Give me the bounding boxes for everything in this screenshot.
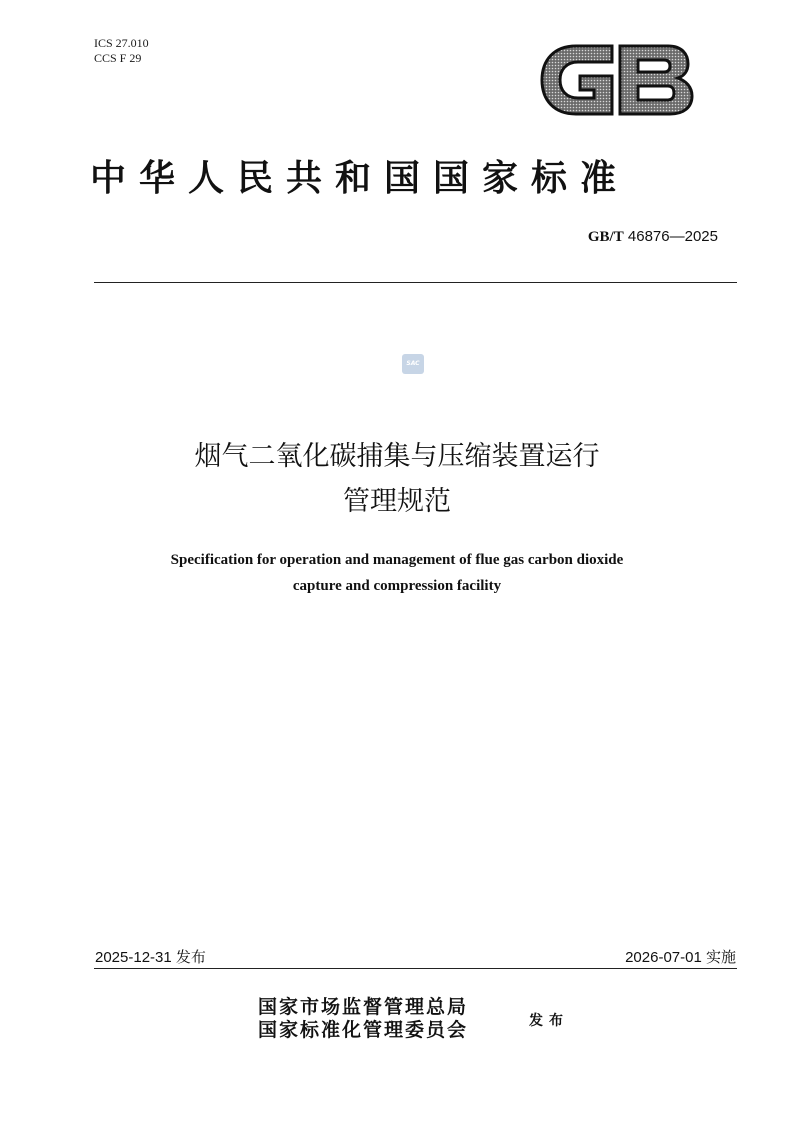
- footer-divider: [94, 968, 737, 969]
- country-standard-title: 中华人民共和国国家标准: [90, 157, 630, 199]
- standard-number: [588, 228, 718, 246]
- gb-logo: [536, 40, 696, 120]
- issuing-authorities: [258, 996, 468, 1042]
- header-divider: [94, 282, 737, 283]
- effective-date: 2026-07-01 实施: [625, 949, 736, 966]
- standard-number-prefix: GB/T: [587, 229, 624, 245]
- issue-date: 2025-12-31 发布: [95, 949, 206, 966]
- title-en-line2: capture and compression facility: [292, 578, 502, 594]
- standard-number-value: 46876—2025: [627, 228, 718, 245]
- issuer-sac: 国家标准化管理委员会: [258, 1019, 469, 1041]
- publish-label: 发布: [529, 1013, 569, 1029]
- gb-logo-icon: [536, 40, 696, 120]
- ics-code: ICS 27.010: [94, 36, 149, 50]
- title-en-line1: Specification for operation and management of flue gas carbon dioxide: [170, 552, 624, 568]
- title-cn-line1: 烟气二氧化碳捕集与压缩装置运行: [194, 441, 600, 472]
- classification-codes: [94, 36, 149, 66]
- title-cn-line2: 管理规范: [343, 486, 451, 517]
- issuer-samr: 国家市场监督管理总局: [258, 996, 469, 1018]
- sac-watermark: SAC: [402, 354, 424, 374]
- ccs-code: CCS F 29: [94, 51, 142, 65]
